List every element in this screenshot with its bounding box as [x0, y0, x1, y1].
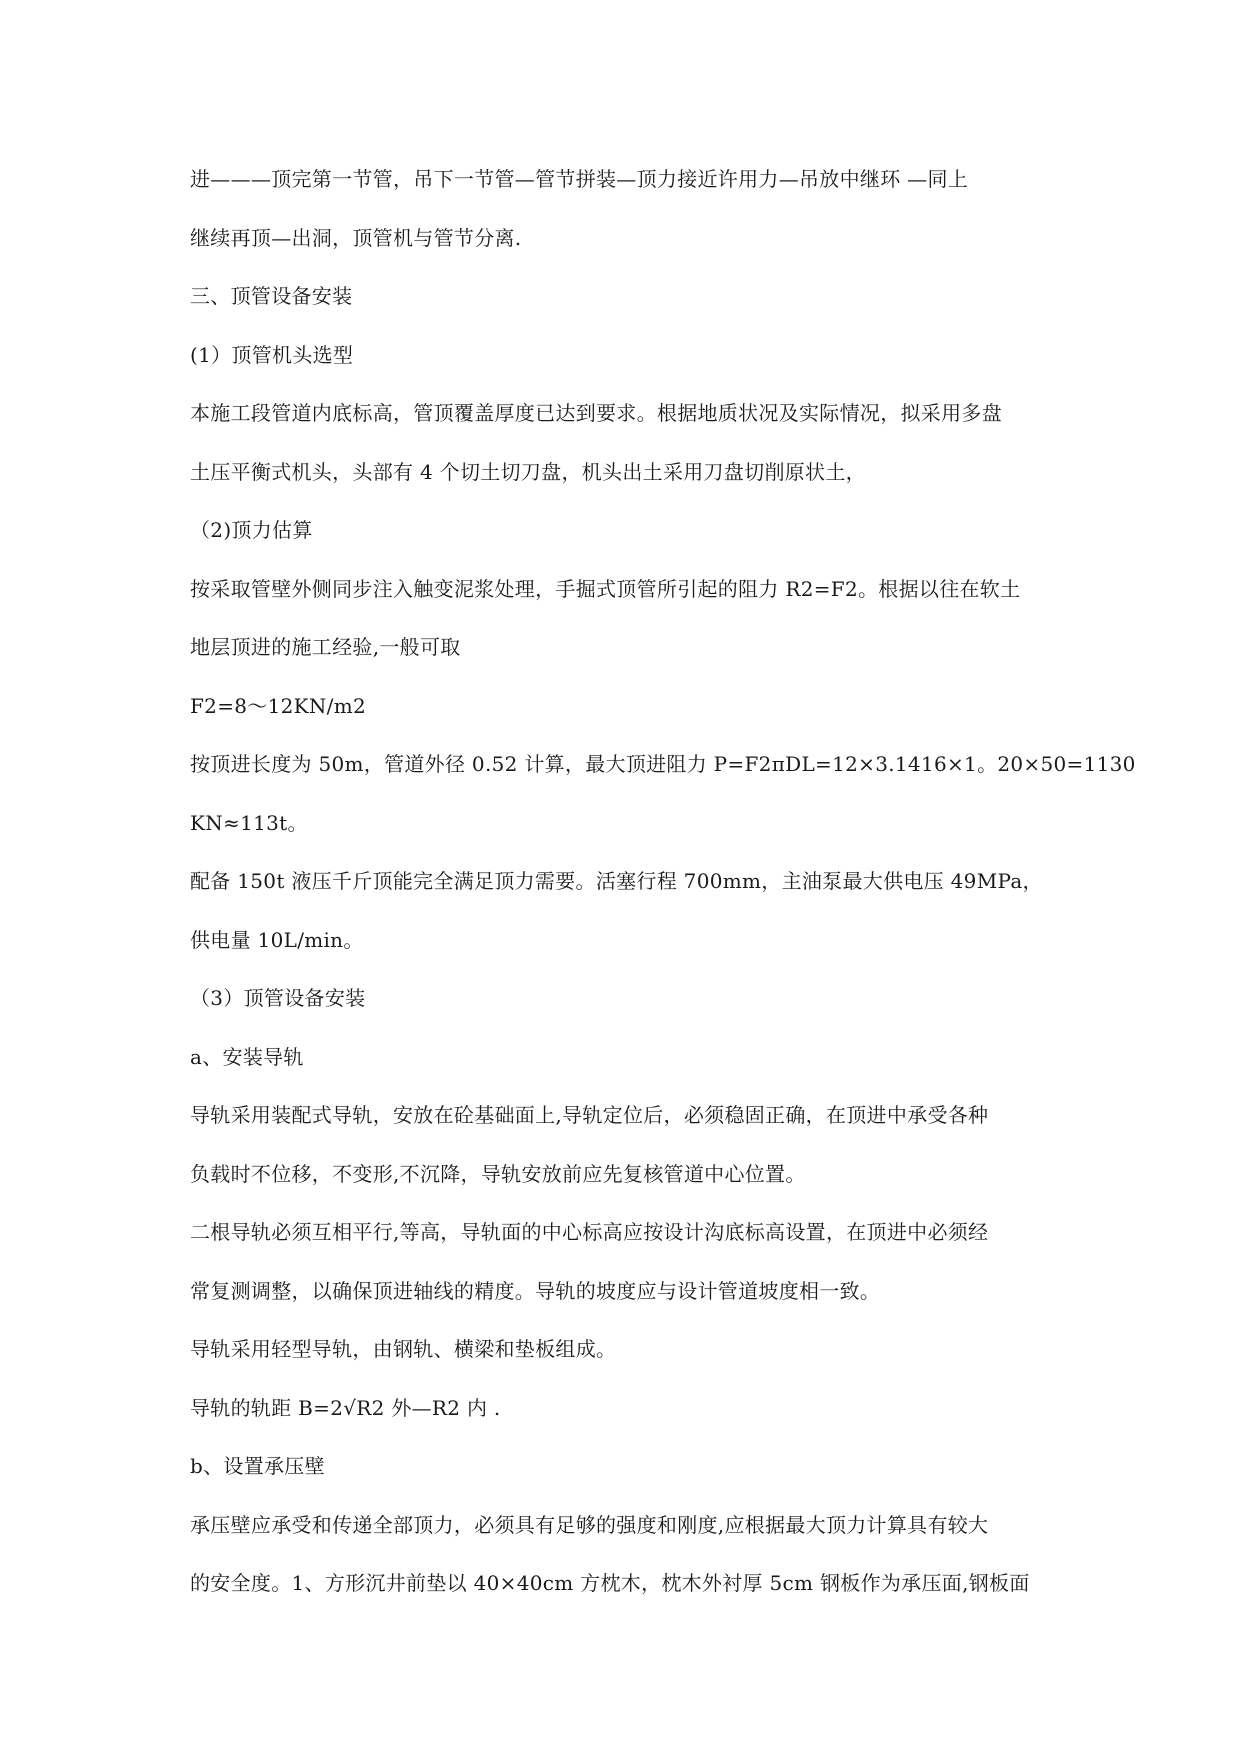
text-line: 本施工段管道内底标高，管顶覆盖厚度已达到要求。根据地质状况及实际情况，拟采用多盘: [190, 401, 1002, 425]
formula-line: 导轨的轨距 B=2√R2 外—R2 内 .: [190, 1395, 501, 1420]
document-body: [190, 150, 1136, 1613]
text-line: 按采取管壁外侧同步注入触变泥浆处理，手掘式顶管所引起的阻力 R2=F2。根据以往在软土: [190, 576, 1021, 601]
text-line: KN≈113t。: [190, 810, 308, 835]
text-line: 按顶进长度为 50m，管道外径 0.52 计算，最大顶进阻力 P=F2πDL=12×3.1416×1。20×50=1130: [190, 752, 1136, 776]
text-line: 配备 150t 液压千斤顶能完全满足顶力需要。活塞行程 700mm，主油泵最大供电压 49MPa，: [190, 869, 1043, 893]
text-line: 进———顶完第一节管，吊下一节管—管节拼装—顶力接近许用力—吊放中继环 —同上: [190, 167, 969, 191]
text-line: 供电量 10L/min。: [190, 927, 364, 952]
formula-line: F2=8～12KN/m2: [190, 693, 367, 718]
text-line: 的安全度。1、方形沉井前垫以 40×40cm 方枕木，枕木外衬厚 5cm 钢板作为承压面,钢板面: [190, 1571, 1030, 1595]
section-heading: 三、顶管设备安装: [190, 284, 353, 308]
item-heading: a、安装导轨: [190, 1044, 304, 1069]
subsection-heading: （2)顶力估算: [190, 518, 313, 542]
text-line: 土压平衡式机头，头部有 4 个切土切刀盘，机头出土采用刀盘切削原状土，: [190, 459, 866, 484]
item-heading: b、设置承压壁: [190, 1454, 325, 1478]
text-line: 地层顶进的施工经验,一般可取: [190, 635, 461, 659]
subsection-heading: (1）顶管机头选型: [190, 342, 354, 367]
text-line: 常复测调整，以确保顶进轴线的精度。导轨的坡度应与设计管道坡度相一致。: [190, 1278, 881, 1303]
text-line: 承压壁应承受和传递全部顶力，必须具有足够的强度和刚度,应根据最大顶力计算具有较大: [190, 1512, 989, 1537]
text-line: 导轨采用装配式导轨，安放在砼基础面上,导轨定位后，必须稳固正确，在顶进中承受各种: [190, 1103, 989, 1127]
text-line: 导轨采用轻型导轨，由钢轨、横梁和垫板组成。: [190, 1337, 617, 1361]
text-line: 二根导轨必须互相平行,等高，导轨面的中心标高应按设计沟底标高设置，在顶进中必须经: [190, 1220, 989, 1244]
text-line: 继续再顶—出洞，顶管机与管节分离.: [190, 225, 522, 250]
text-line: 负载时不位移，不变形,不沉降，导轨安放前应先复核管道中心位置。: [190, 1161, 806, 1186]
subsection-heading: （3）顶管设备安装: [190, 986, 366, 1010]
